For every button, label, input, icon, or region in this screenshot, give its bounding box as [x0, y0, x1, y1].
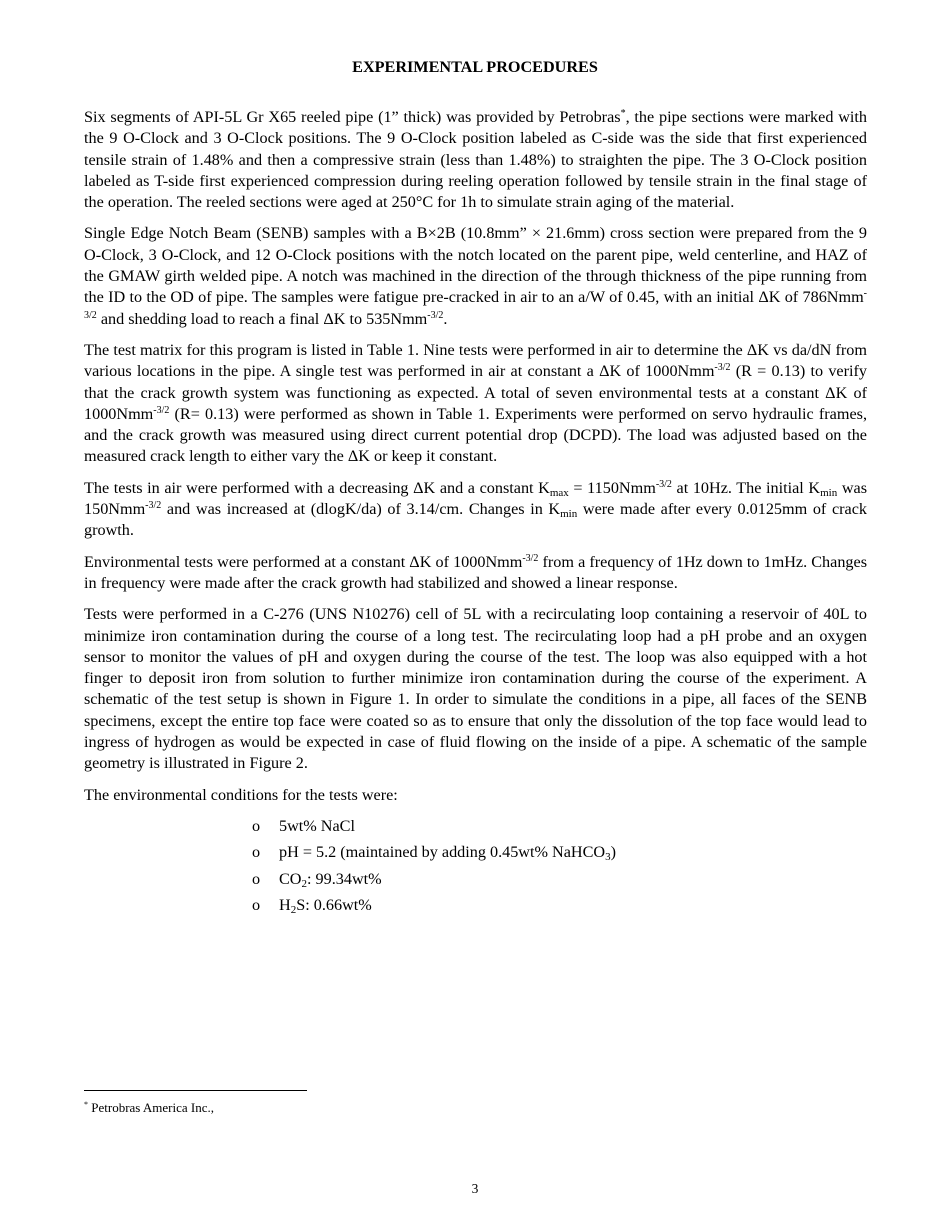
text-run: . — [443, 309, 448, 328]
paragraph-environmental-tests — [84, 552, 867, 595]
text-run: Single Edge Notch Beam (SENB) samples with a B×2B (10.8mm” × 21.6mm) cross section were prepared from the 9 O-Clock, 3 O-Clock, and 12 O-Clock positions with the notch located on the parent pipe, weld centerline, and HAZ of the GMAW girth welded pipe. A notch was machined in the direction of the through thickness of the pipe running from the ID to the OD of pipe. The samples were fatigue pre-cracked in air to an a/W of 0.45, with an initial ΔK of 786Nmm — [84, 224, 867, 307]
text-run: , the pipe sections were marked with the 9 O-Clock and 3 O-Clock positions. The 9 O-Clock position labeled as C-side was the side that first experienced tensile strain of 1.48% and then a compressive strain (less than 1.48%) to straighten the pipe. The 3 O-Clock position labeled as T-side first experienced compression during reeling operation followed by tensile strain in the final stage of the operation. The reeled sections were aged at 250°C for 1h to simulate strain aging of the material. — [84, 108, 867, 212]
subscript: 2 — [290, 903, 297, 916]
paragraph-test-cell: Tests were performed in a C-276 (UNS N10276) cell of 5L with a recirculating loop containing a reservoir of 40L to minimize iron contamination during the course of a long test. The recirculating loop had a pH probe and an oxygen sensor to monitor the values of pH and oxygen during the course of the test. The loop was also equipped with a hot finger to deposit iron from solution to further minimize iron contamination during the course of the experiment. A schematic of the test setup is shown in Figure 1. In order to simulate the conditions in a pipe, all faces of the SENB specimens, except the entire top face were coated so as to ensure that only the dissolution of the top face would lead to ingress of hydrogen as would be expected in case of fluid flowing on the inside of a pipe. A schematic of the sample geometry is illustrated in Figure 2. — [84, 605, 867, 773]
list-item — [252, 816, 867, 842]
text-run: ) — [610, 843, 616, 862]
exponent: -3/2 — [153, 404, 170, 416]
exponent: -3/2 — [655, 478, 672, 490]
text-run: Environmental tests were performed at a constant ΔK of 1000Nmm — [84, 552, 523, 571]
exponent: -3/2 — [145, 500, 162, 512]
bullet: o — [252, 869, 261, 888]
paragraph-air-tests — [84, 478, 867, 542]
paragraph-senb-samples — [84, 223, 867, 329]
text-run: CO — [279, 869, 302, 888]
text-run: The test matrix for this program is listed in Table 1. Nine tests were performed in air to determine the ΔK vs da/dN from various locations in the pipe. A single test was performed in air at constant a ΔK of 1000Nmm — [84, 340, 867, 381]
text-run: (R= 0.13) were performed as shown in Table 1. Experiments were performed on servo hydraulic frames, and the crack growth was measured using direct current potential drop (DCPD). The load was adjusted based on the measured crack length to either vary the ΔK or keep it constant. — [84, 404, 867, 466]
subscript: min — [820, 486, 838, 499]
text-run: was 150Nmm — [84, 478, 868, 519]
paragraph-test-matrix — [84, 340, 867, 468]
exponent: -3/2 — [84, 288, 867, 321]
text-run: Six segments of API-5L Gr X65 reeled pipe (1” thick) was provided by Petrobras — [84, 108, 621, 126]
body-text — [84, 107, 867, 921]
subscript: min — [560, 508, 578, 521]
exponent: -3/2 — [714, 362, 731, 374]
bullet: o — [252, 816, 261, 835]
conditions-list — [84, 816, 867, 921]
bullet: o — [252, 895, 261, 914]
text-run: = 1150Nmm — [568, 478, 656, 497]
exponent: -3/2 — [427, 309, 444, 321]
text-run: pH = 5.2 (maintained by adding 0.45wt% NaHCO — [279, 843, 606, 862]
condition-text: 5wt% NaCl — [279, 816, 355, 835]
subscript: 2 — [301, 877, 307, 890]
subscript: 3 — [605, 851, 611, 864]
list-item — [252, 869, 867, 895]
footnote-reference: * — [620, 108, 626, 119]
text-run: and was increased at (dlogK/da) of 3.14/cm. Changes in K — [161, 500, 561, 519]
text-run: H — [279, 895, 291, 914]
text-run: and shedding load to reach a final ΔK to 535Nmm — [96, 309, 428, 328]
paragraph-pipe-segments — [84, 107, 867, 213]
exponent: -3/2 — [522, 552, 539, 564]
section-heading: EXPERIMENTAL PROCEDURES — [352, 58, 598, 76]
text-run: The tests in air were performed with a decreasing ΔK and a constant K — [84, 478, 550, 497]
footnote-divider — [84, 1090, 307, 1091]
bullet: o — [252, 843, 261, 862]
paragraph-conditions-intro: The environmental conditions for the tests were: — [84, 785, 398, 804]
list-item — [252, 895, 867, 921]
text-run: S: 0.66wt% — [296, 895, 372, 914]
text-run: were made after every 0.0125mm of crack growth. — [84, 500, 867, 540]
footnote — [84, 1099, 214, 1117]
subscript: max — [549, 486, 569, 499]
text-run: from a frequency of 1Hz down to 1mHz. Changes in frequency were made after the crack growth had stabilized and showed a linear response. — [84, 552, 867, 592]
text-run: at 10Hz. The initial K — [671, 478, 821, 497]
text-run: : 99.34wt% — [307, 869, 382, 888]
text-run: (R = 0.13) to verify that the crack growth system was functioning as expected. A total of seven environmental tests at a constant ΔK of 1000Nmm — [84, 362, 867, 423]
footnote-text: Petrobras America Inc., — [88, 1100, 214, 1115]
list-item — [252, 842, 867, 868]
footnote-mark: * — [84, 1100, 88, 1109]
page-number: 3 — [471, 1181, 479, 1196]
